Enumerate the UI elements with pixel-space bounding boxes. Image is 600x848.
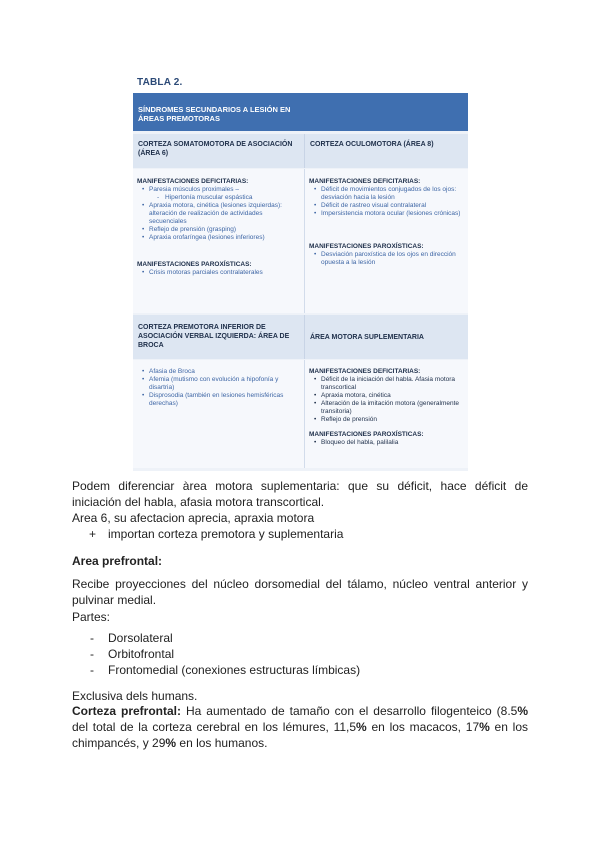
sma-heading: ÁREA MOTORA SUPLEMENTARIA <box>310 334 424 341</box>
list-item-orbitofrontal: Orbitofrontal <box>108 647 175 661</box>
paragraph-corteza-prefrontal: Corteza prefrontal: Ha aumentado de tamaño con el desarrollo filogenteico (8.5% del total de la corteza cerebral en los lémures, 11,5% en los macacos, 17% en los chimpancés, y 29% en los humanos. <box>72 704 528 750</box>
sma-paroxysmal-label: MANIFESTACIONES PAROXÍSTICAS: <box>309 431 424 438</box>
list-item: • Paresia músculos proximales – <box>142 186 239 193</box>
sma-deficit-label: MANIFESTACIONES DEFICITARIAS: <box>309 368 421 375</box>
table-header <box>133 93 468 131</box>
area8-body <box>305 169 468 313</box>
list-item: • Bloqueo del habla, palilalia <box>314 439 399 446</box>
area6-heading-cell <box>133 134 305 168</box>
sma-body <box>305 360 468 468</box>
list-item: • Alteración de la imitación motora (generalmente transitoria) <box>314 400 460 415</box>
corteza-prefrontal-label: Corteza prefrontal: <box>72 704 181 718</box>
area6-heading: CORTEZA SOMATOMOTORA DE ASOCIACIÓN (ÁREA 6) <box>138 141 293 157</box>
list-item: • Apraxia orofaríngea (lesiones inferiores) <box>142 234 265 241</box>
list-item: • Apraxia motora, cinética (lesiones izquierdas): alteración de realización de actividades secuenciales <box>142 202 282 225</box>
area8-deficit-label: MANIFESTACIONES DEFICITARIAS: <box>309 178 421 185</box>
paragraph-exclusiva: Exclusiva dels humans. <box>72 689 198 703</box>
table-header-text: SÍNDROMES SECUNDARIOS A LESIÓN EN ÁREAS PREMOTORAS <box>138 105 291 123</box>
list-item: • Desviación paroxística de los ojos en dirección opuesta a la lesión <box>314 251 456 266</box>
list-item: - Hipertonía muscular espástica <box>157 194 253 201</box>
paragraph-sma: Podem diferenciar àrea motora suplementaria: que su déficit, hace déficit de iniciación del habla, afasia motora transcortical. <box>72 479 528 509</box>
list-item: • Reflejo de prensión (grasping) <box>142 226 237 233</box>
list-dash: - <box>90 663 94 677</box>
list-item: • Reflejo de prensión <box>314 416 378 423</box>
list-item-dorsolateral: Dorsolateral <box>108 631 173 645</box>
table-title: TABLA 2. <box>137 77 183 88</box>
list-item: • Disprosodia (también en lesiones hemisféricas derechas) <box>142 392 284 407</box>
area8-heading: CORTEZA OCULOMOTORA (ÁREA 8) <box>310 141 434 148</box>
list-item-frontomedial: Frontomedial (conexiones estructuras límbicas) <box>108 663 361 677</box>
area6-body <box>133 169 305 313</box>
sma-heading-cell <box>305 315 468 359</box>
heading-area-prefrontal: Area prefrontal: <box>72 554 163 568</box>
paragraph-area6: Area 6, su afectacion aprecia, apraxia motora <box>72 511 315 525</box>
area6-deficit-label: MANIFESTACIONES DEFICITARIAS: <box>137 178 249 185</box>
paragraph-importan: importan corteza premotora y suplementaria <box>108 527 344 541</box>
list-item: • Crisis motoras parciales contralaterales <box>142 269 263 276</box>
broca-body <box>133 360 305 468</box>
area8-heading-cell <box>305 134 468 168</box>
list-dash: - <box>90 647 94 661</box>
list-item: • Déficit de la iniciación del habla. Afasia motora transcortical <box>314 376 456 391</box>
list-item: • Impersistencia motora ocular (lesiones crónicas) <box>314 210 461 217</box>
partes-label: Partes: <box>72 610 111 624</box>
area6-paroxysmal-label: MANIFESTACIONES PAROXÍSTICAS: <box>137 261 252 268</box>
broca-heading-cell <box>133 315 305 359</box>
plus-bullet: + <box>89 527 97 541</box>
paragraph-projections: Recibe proyecciones del núcleo dorsomedial del tálamo, núcleo ventral anterior y pulvinar medial. <box>72 577 528 607</box>
broca-heading: CORTEZA PREMOTORA INFERIOR DE ASOCIACIÓN VERBAL IZQUIERDA: ÁREA DE BROCA <box>138 324 290 349</box>
list-item: • Déficit de rastreo visual contralateral <box>314 202 427 209</box>
syndromes-table <box>133 93 468 471</box>
list-item: • Apraxia motora, cinética <box>314 392 391 399</box>
list-item: • Déficit de movimientos conjugados de los ojos: desviación hacia la lesión <box>314 186 457 201</box>
list-item: • Afemia (mutismo con evolución a hipofonía y disartria) <box>142 376 279 391</box>
list-dash: - <box>90 631 94 645</box>
area8-paroxysmal-label: MANIFESTACIONES PAROXÍSTICAS: <box>309 243 424 250</box>
list-item: • Afasia de Broca <box>142 368 195 375</box>
